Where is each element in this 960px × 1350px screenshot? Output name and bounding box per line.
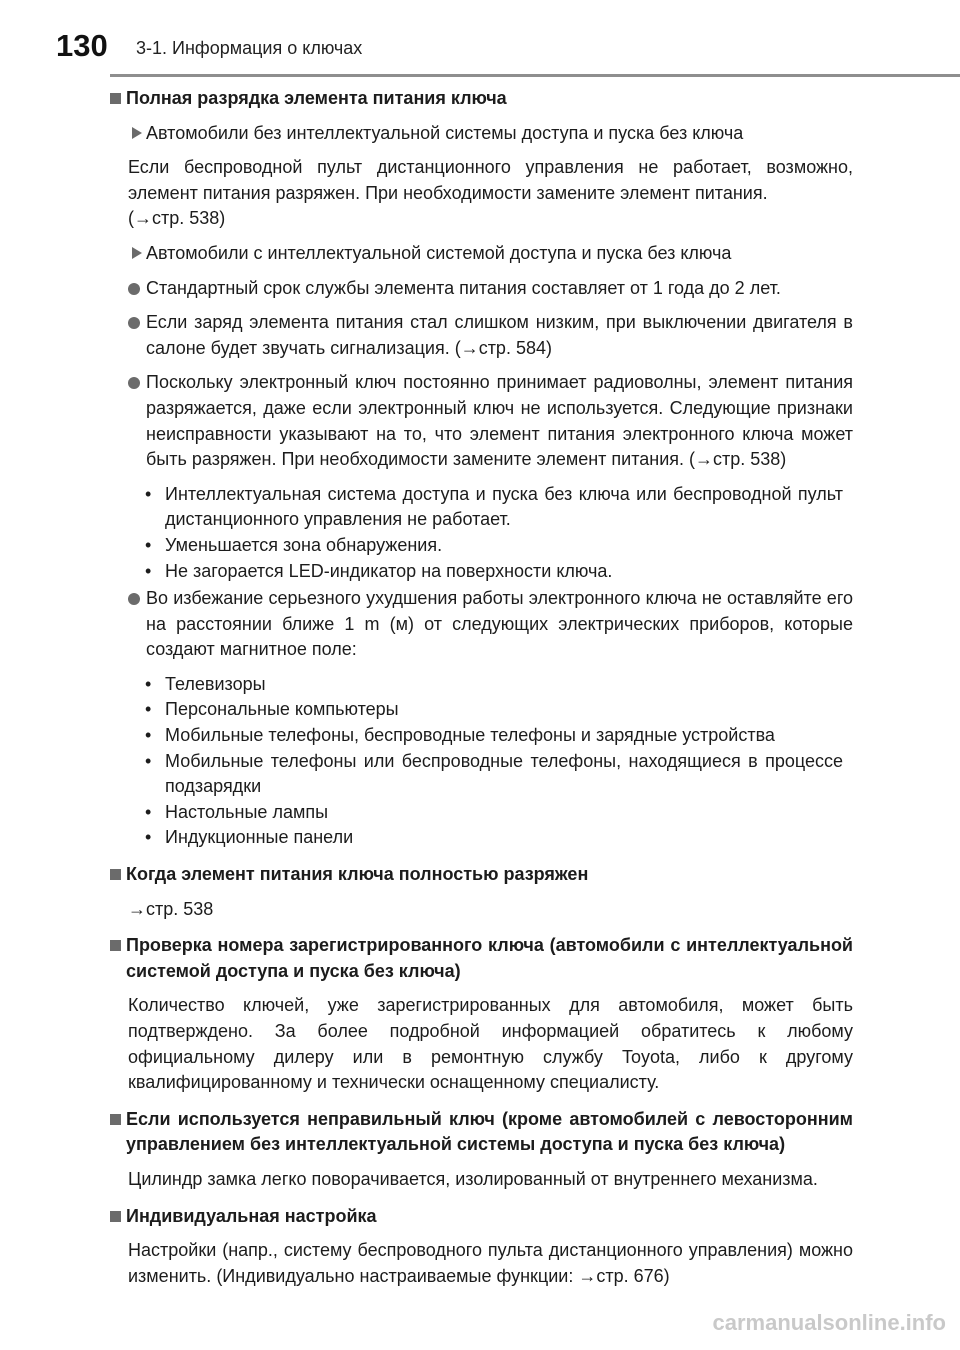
- square-marker-icon: [110, 1211, 121, 1222]
- header-divider: [110, 74, 960, 77]
- square-marker-icon: [110, 1114, 121, 1125]
- bullet-radio-waves: Поскольку электронный ключ постоянно принимает радиоволны, элемент питания разряжается, даже если электронный ключ не используется. Следующие признаки неисправности указывают на то, что элемент питания электронного ключа может быть разряжен. При необходимости замените элемент питания. (→стр. 538): [108, 370, 853, 472]
- subheading-with-smart-key: Автомобили с интеллектуальной системой доступа и пуска без ключа: [108, 241, 853, 267]
- section-heading-registered-keys: Проверка номера зарегистрированного ключа (автомобили с интеллектуальной системой доступа и пуска без ключа): [108, 933, 853, 984]
- list-item: • Телевизоры: [145, 673, 266, 694]
- page-number: 130: [56, 28, 108, 63]
- devices-list: [108, 672, 853, 851]
- list-item: • Индукционные панели: [145, 827, 354, 848]
- circle-marker-icon: [128, 377, 140, 389]
- circle-marker-icon: [128, 593, 140, 605]
- bullet-magnetic-field: Во избежание серьезного ухудшения работы электронного ключа не оставляйте его на расстоянии ближе 1 m (м) от следующих электрических приборов, которые создают магнитное поле:: [108, 586, 853, 663]
- triangle-marker-icon: [132, 247, 142, 259]
- paragraph-wrong-key: Цилиндр замка легко поворачивается, изолированный от внутреннего механизма.: [128, 1168, 818, 1189]
- chapter-title: 3-1. Информация о ключах: [136, 38, 363, 58]
- list-item: • Мобильные телефоны или беспроводные телефоны, находящиеся в процессе подзарядки: [145, 750, 843, 797]
- page-content: [108, 86, 853, 1289]
- circle-marker-icon: [128, 317, 140, 329]
- list-item: • Интеллектуальная система доступа и пуска без ключа или беспроводной пульт дистанционного управления не работает.: [145, 483, 843, 530]
- section-heading-battery-depleted: Полная разрядка элемента питания ключа: [108, 86, 853, 112]
- paragraph-customization: Настройки (напр., систему беспроводного пульта дистанционного управления) можно изменить. (Индивидуально настраиваемые функции: →стр. 676): [128, 1240, 853, 1286]
- triangle-marker-icon: [132, 127, 142, 139]
- subheading-without-smart-key: Автомобили без интеллектуальной системы доступа и пуска без ключа: [108, 121, 853, 147]
- list-item: • Мобильные телефоны, беспроводные телефоны и зарядные устройства: [145, 725, 775, 746]
- watermark: carmanualsonline.info: [712, 1310, 946, 1335]
- square-marker-icon: [110, 93, 121, 104]
- page-header: [0, 0, 960, 78]
- paragraph-remote-not-working: Если беспроводной пульт дистанционного управления не работает, возможно, элемент питания разряжен. При необходимости замените элемент питания.: [128, 157, 853, 203]
- list-item: • Настольные лампы: [145, 801, 329, 822]
- square-marker-icon: [110, 940, 121, 951]
- square-marker-icon: [110, 869, 121, 880]
- symptom-list: [108, 482, 853, 584]
- paragraph-registered-keys: Количество ключей, уже зарегистрированных для автомобиля, может быть подтверждено. За более подробной информацией обратитесь к любому официальному дилеру или в ремонтную службу Toyota, либо к другому квалифицированному и технически оснащенному специалисту.: [128, 995, 853, 1093]
- section-heading-wrong-key: Если используется неправильный ключ (кроме автомобилей с левосторонним управлением без интеллектуальной системы доступа и пуска без ключа): [108, 1107, 853, 1158]
- bullet-battery-life: Стандартный срок службы элемента питания составляет от 1 года до 2 лет.: [108, 276, 853, 302]
- list-item: • Персональные компьютеры: [145, 699, 399, 720]
- section-heading-fully-depleted: Когда элемент питания ключа полностью разряжен: [108, 862, 853, 888]
- bullet-low-charge-alarm: Если заряд элемента питания стал слишком низким, при выключении двигателя в салоне будет звучать сигнализация. (→стр. 584): [108, 310, 853, 361]
- circle-marker-icon: [128, 283, 140, 295]
- page-reference: →стр. 538: [128, 898, 214, 919]
- list-item: • Не загорается LED-индикатор на поверхности ключа.: [145, 560, 613, 581]
- section-heading-customization: Индивидуальная настройка: [108, 1204, 853, 1230]
- list-item: • Уменьшается зона обнаружения.: [145, 534, 443, 555]
- page-reference: (→стр. 538): [128, 208, 226, 229]
